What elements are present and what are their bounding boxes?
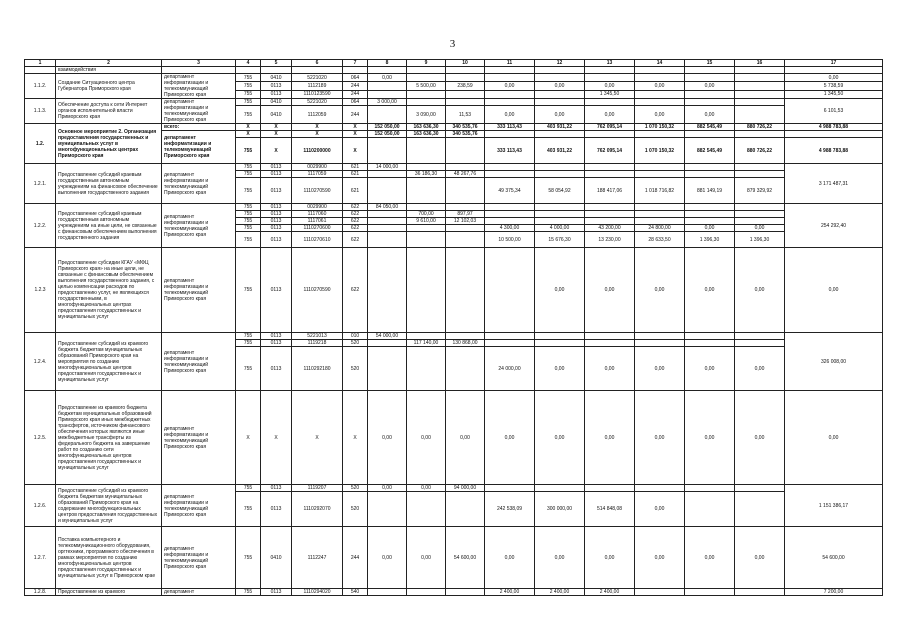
cell: 0113 <box>261 171 292 178</box>
cell: 11,53 <box>446 106 485 124</box>
cell: 622 <box>343 218 368 225</box>
header-cell: 4 <box>236 60 261 67</box>
cell: 0,00 <box>635 248 685 333</box>
cell: 333 113,43 <box>485 124 535 131</box>
cell: 5221020 <box>292 99 343 106</box>
cell: 0,00 <box>635 492 685 527</box>
cell: 755 <box>236 106 261 124</box>
cell: 755 <box>236 589 261 596</box>
cell: 5 500,00 <box>407 82 446 90</box>
cell: 0,00 <box>407 527 446 589</box>
executor: всего: <box>162 124 236 131</box>
activity-name: Поставка компьютерного и телекоммуникационного оборудования, оргтехники, программного обеспечения в рамках мероприятия по созданию многофункциональных центров предоставления государственных и муниципальных услуг в Приморском крае <box>56 527 162 589</box>
cell: 755 <box>236 485 261 492</box>
cell: 0113 <box>261 211 292 218</box>
cell: X <box>261 131 292 138</box>
cell: 622 <box>343 248 368 333</box>
cell: 0,00 <box>407 391 446 485</box>
cell: 0,00 <box>407 485 446 492</box>
cell: 54 600,00 <box>446 527 485 589</box>
cell: 755 <box>236 138 261 164</box>
cell: 755 <box>236 218 261 225</box>
cell: 621 <box>343 178 368 204</box>
cell: 755 <box>236 99 261 106</box>
cell: 755 <box>236 90 261 98</box>
cell: 54 000,00 <box>368 333 407 340</box>
header-cell: 16 <box>735 60 785 67</box>
cell: 0113 <box>261 164 292 171</box>
row-number: 1.2. <box>25 124 56 164</box>
cell: 0410 <box>261 74 292 82</box>
cell: 48 267,76 <box>446 171 485 178</box>
cell: 0,00 <box>685 391 735 485</box>
total-cell: 1 151 386,17 <box>785 485 883 527</box>
cell: 0113 <box>261 82 292 90</box>
cell: 15 676,30 <box>535 232 585 248</box>
cell: 1112059 <box>292 106 343 124</box>
cell: 1117060 <box>292 211 343 218</box>
table-row <box>25 164 883 171</box>
cell: 882 545,49 <box>685 138 735 164</box>
cell: 755 <box>236 347 261 391</box>
cell: взаимодействия <box>56 67 162 74</box>
cell: 5221013 <box>292 333 343 340</box>
cell: 0,00 <box>368 485 407 492</box>
header-row <box>25 60 883 67</box>
cell: 0,00 <box>785 74 883 82</box>
cell: 0,00 <box>785 391 883 485</box>
cell: 13 230,00 <box>585 232 635 248</box>
cell: 2 400,00 <box>485 589 535 596</box>
cell: 1 345,50 <box>585 90 635 98</box>
total-cell: 254 292,40 <box>785 204 883 248</box>
cell: 0,00 <box>485 82 535 90</box>
cell: 1110270590 <box>292 178 343 204</box>
activity-name: Предоставление субсидий краевым государственным автономным учреждениям на финансовое обеспечение выполнения государственного задания <box>56 164 162 204</box>
cell: 897,97 <box>446 211 485 218</box>
page-number: 3 <box>449 38 456 50</box>
cell: 403 931,22 <box>535 124 585 131</box>
cell: 880 726,22 <box>735 138 785 164</box>
cell: 0,00 <box>635 347 685 391</box>
table-row <box>25 74 883 82</box>
cell: 0,00 <box>635 82 685 90</box>
cell: 1112189 <box>292 82 343 90</box>
cell: 117 140,00 <box>407 340 446 347</box>
cell: 0,00 <box>685 225 735 232</box>
cell: 0113 <box>261 340 292 347</box>
cell: X <box>261 391 292 485</box>
executor: департамент <box>162 589 236 596</box>
cell: 244 <box>343 527 368 589</box>
cell: 0,00 <box>485 391 535 485</box>
row-number: 1.2.2. <box>25 204 56 248</box>
cell: 4 300,00 <box>485 225 535 232</box>
cell: 1 070 150,32 <box>635 124 685 131</box>
cell: 1110270600 <box>292 225 343 232</box>
cell: 1 070 150,32 <box>635 138 685 164</box>
cell: 1110292180 <box>292 347 343 391</box>
cell: 3 000,00 <box>368 99 407 106</box>
cell: 1 396,30 <box>685 232 735 248</box>
cell: 622 <box>343 204 368 211</box>
cell: 755 <box>236 492 261 527</box>
cell: 0,00 <box>735 248 785 333</box>
row-number: 1.2.3 <box>25 248 56 333</box>
cell: 0113 <box>261 90 292 98</box>
cell: 621 <box>343 171 368 178</box>
row-number: 1.2.5. <box>25 391 56 485</box>
header-cell: 2 <box>56 60 162 67</box>
cell: 2 400,00 <box>585 589 635 596</box>
cell: 540 <box>343 589 368 596</box>
cell: 762 095,14 <box>585 138 635 164</box>
cell: 0410 <box>261 106 292 124</box>
cell: 54 600,00 <box>785 527 883 589</box>
cell: 94 000,00 <box>446 485 485 492</box>
cell: 0,00 <box>535 347 585 391</box>
cell: 49 375,34 <box>485 178 535 204</box>
cell: 1110270610 <box>292 232 343 248</box>
cell: 0,00 <box>685 82 735 90</box>
activity-name: Обеспечение доступа к сети Интернет органов исполнительной власти Приморского края <box>56 99 162 124</box>
cell: 1119218 <box>292 340 343 347</box>
total-cell: 326 008,00 <box>785 333 883 391</box>
cell: 0,00 <box>735 225 785 232</box>
cell: X <box>236 391 261 485</box>
cell: 755 <box>236 164 261 171</box>
header-cell: 8 <box>368 60 407 67</box>
cell: 064 <box>343 99 368 106</box>
cell: 882 545,49 <box>685 124 735 131</box>
cell: 0,00 <box>585 347 635 391</box>
header-cell: 9 <box>407 60 446 67</box>
cell: 2 400,00 <box>535 589 585 596</box>
table-row <box>25 527 883 589</box>
cell: 879 329,92 <box>735 178 785 204</box>
cell: 5 738,59 <box>785 82 883 90</box>
executor: департамент информатизации и телекоммуникаций Приморского края <box>162 204 236 248</box>
cell: 0,00 <box>735 347 785 391</box>
cell: 0113 <box>261 204 292 211</box>
row-number: 1.2.1. <box>25 164 56 204</box>
cell: 880 726,22 <box>735 124 785 131</box>
activity-name: Предоставление субсидий краевым государственным автономным учреждениям на иные цели, не связанные с финансовым обеспечением выполнения государственного задания <box>56 204 162 248</box>
cell: X <box>343 131 368 138</box>
cell: 84 050,00 <box>368 204 407 211</box>
cell: 755 <box>236 74 261 82</box>
cell: X <box>261 124 292 131</box>
activity-name: Основное мероприятие 2. Организация предоставления государственных и муниципальных услуг в многофункциональных центрах Приморского края <box>56 124 162 164</box>
header-cell: 7 <box>343 60 368 67</box>
cell: 403 931,22 <box>535 138 585 164</box>
cell: 622 <box>343 225 368 232</box>
cell: 0,00 <box>635 527 685 589</box>
executor: департамент информатизации и телекоммуникаций Приморского края <box>162 527 236 589</box>
cell: X <box>292 391 343 485</box>
cell: X <box>261 138 292 164</box>
row-number: 1.2.4. <box>25 333 56 391</box>
cell: 0,00 <box>685 347 735 391</box>
cell: 755 <box>236 333 261 340</box>
cell: 1119207 <box>292 485 343 492</box>
cell: 755 <box>236 171 261 178</box>
cell: 0,00 <box>585 82 635 90</box>
cell: 1117061 <box>292 218 343 225</box>
cell: X <box>343 391 368 485</box>
row-number: 1.1.2. <box>25 74 56 99</box>
row-number: 1.2.6. <box>25 485 56 527</box>
activity-name: Предоставление субсидии КГАУ «МФЦ Приморского края» на иные цели, не связанные с финансовым обеспечением выполнения государственного задания, с целью компенсации расходов по предоставлению услуг, не являющихся государственными, в многофункциональных центрах предоставления государственных и муниципальных услуг <box>56 248 162 333</box>
cell: 152 050,00 <box>368 131 407 138</box>
cell: 0,00 <box>535 82 585 90</box>
header-cell: 15 <box>685 60 735 67</box>
cell: 0113 <box>261 347 292 391</box>
cell: 881 149,19 <box>685 178 735 204</box>
activity-name: Предоставление субсидий из краевого бюджета бюджетам муниципальных образований Приморского края на содержание многофункциональных центров предоставления государственных и муниципальных услуг <box>56 485 162 527</box>
cell: 0,00 <box>485 527 535 589</box>
cell: 0113 <box>261 333 292 340</box>
cell: 0,00 <box>635 391 685 485</box>
cell: 755 <box>236 248 261 333</box>
cell: X <box>236 124 261 131</box>
cell: 4 000,00 <box>535 225 585 232</box>
table-row <box>25 391 883 485</box>
cell: 0,00 <box>735 391 785 485</box>
header-cell: 10 <box>446 60 485 67</box>
header-cell: 12 <box>535 60 585 67</box>
activity-name: Предоставление из краевого <box>56 589 162 596</box>
cell: 12 102,03 <box>446 218 485 225</box>
cell: X <box>343 124 368 131</box>
executor: департамент информатизации и телекоммуникаций Приморского края <box>162 391 236 485</box>
cell: 621 <box>343 164 368 171</box>
cell: 28 633,50 <box>635 232 685 248</box>
table-row <box>25 485 883 492</box>
table-row <box>25 248 883 333</box>
cell: 755 <box>236 204 261 211</box>
header-cell: 3 <box>162 60 236 67</box>
cell: 130 868,00 <box>446 340 485 347</box>
executor: департамент информатизации и телекоммуникаций Приморского края <box>162 164 236 204</box>
cell: 0113 <box>261 248 292 333</box>
cell: 0113 <box>261 178 292 204</box>
cell: 0,00 <box>735 527 785 589</box>
cell: 242 538,09 <box>485 492 535 527</box>
executor: департамент информатизации и телекоммуникаций Приморского края <box>162 74 236 99</box>
cell: 3 090,00 <box>407 106 446 124</box>
cell: 1110292070 <box>292 492 343 527</box>
cell: 0,00 <box>585 248 635 333</box>
table-row <box>25 589 883 596</box>
cell: 755 <box>236 340 261 347</box>
executor: департамент информатизации и телекоммуникаций Приморского края <box>162 485 236 527</box>
cell: X <box>292 131 343 138</box>
cell: 1110123590 <box>292 90 343 98</box>
cell: 0,00 <box>685 527 735 589</box>
cell: 755 <box>236 211 261 218</box>
cell: 244 <box>343 106 368 124</box>
header-cell: 14 <box>635 60 685 67</box>
cell: 010 <box>343 333 368 340</box>
cell: 0113 <box>261 225 292 232</box>
cell: 0113 <box>261 485 292 492</box>
cell: 755 <box>236 232 261 248</box>
cell <box>162 67 236 74</box>
cell: 0,00 <box>535 106 585 124</box>
cell: 163 636,30 <box>407 124 446 131</box>
cell: 0,00 <box>585 527 635 589</box>
executor: департамент информатизации и телекоммуникаций Приморского края <box>162 333 236 391</box>
cell: 0029900 <box>292 204 343 211</box>
cell: 0113 <box>261 492 292 527</box>
cell: 163 636,30 <box>407 131 446 138</box>
cell: 0,00 <box>535 527 585 589</box>
row-number: 1.1.3. <box>25 99 56 124</box>
cell: 300 000,00 <box>535 492 585 527</box>
cell: 0,00 <box>485 106 535 124</box>
row-number: 1.2.7. <box>25 527 56 589</box>
cell: 36 186,30 <box>407 171 446 178</box>
cell: 762 095,14 <box>585 124 635 131</box>
cell: 24 000,00 <box>485 347 535 391</box>
cell: 1110294020 <box>292 589 343 596</box>
executor: департамент информатизации и телекоммуникаций Приморского края <box>162 131 236 164</box>
header-cell: 13 <box>585 60 635 67</box>
cell: 0,00 <box>685 248 735 333</box>
cell: 4 988 783,88 <box>785 138 883 164</box>
cell: 24 800,00 <box>635 225 685 232</box>
cell: 0,00 <box>785 248 883 333</box>
executor: департамент информатизации и телекоммуникаций Приморского края <box>162 99 236 124</box>
cell: 14 000,00 <box>368 164 407 171</box>
activity-name: Создание Ситуационного центра Губернатора Приморского края <box>56 74 162 99</box>
cell: 0113 <box>261 232 292 248</box>
cell: 0,00 <box>685 106 735 124</box>
cell: 1 396,30 <box>735 232 785 248</box>
cell: 755 <box>236 225 261 232</box>
cell: 514 848,08 <box>585 492 635 527</box>
cell: 064 <box>343 74 368 82</box>
cell: 622 <box>343 211 368 218</box>
cell: 1 345,50 <box>785 90 883 98</box>
cell: X <box>343 138 368 164</box>
cell: 520 <box>343 340 368 347</box>
cell: 244 <box>343 82 368 90</box>
cell: 1112247 <box>292 527 343 589</box>
cell: 152 050,00 <box>368 124 407 131</box>
cell <box>25 67 56 74</box>
cell: 4 988 783,88 <box>785 124 883 131</box>
budget-table <box>24 59 883 596</box>
cell: 340 535,76 <box>446 131 485 138</box>
activity-name: Предоставление из краевого бюджета бюджетам муниципальных образований Приморского края иных межбюджетных трансфертов, источником финансового обеспечения которых являются иные межбюджетные трансферты из федерального бюджета на завершение работ по созданию сети многофункциональных центров предоставления государственных и муниципальных услуг <box>56 391 162 485</box>
cell: 755 <box>236 82 261 90</box>
cell: 244 <box>343 90 368 98</box>
total-cell: 3 171 487,31 <box>785 164 883 204</box>
cell: 238,59 <box>446 82 485 90</box>
cell: 0,00 <box>368 527 407 589</box>
cell: 0,00 <box>446 391 485 485</box>
header-cell: 1 <box>25 60 56 67</box>
table-row <box>25 67 883 74</box>
cell: 1110270590 <box>292 248 343 333</box>
cell: 755 <box>236 178 261 204</box>
cell: 520 <box>343 492 368 527</box>
cell: X <box>292 124 343 131</box>
total-cell: 6 101,53 <box>785 99 883 124</box>
cell: 0,00 <box>535 391 585 485</box>
cell: 58 054,92 <box>535 178 585 204</box>
header-cell: 11 <box>485 60 535 67</box>
cell: 333 113,43 <box>485 138 535 164</box>
row-number: 1.2.8. <box>25 589 56 596</box>
cell: 1110200000 <box>292 138 343 164</box>
cell: 43 200,00 <box>585 225 635 232</box>
cell: 0,00 <box>368 391 407 485</box>
activity-name: Предоставление субсидий из краевого бюджета бюджетам муниципальных образований Приморского края на мероприятия по созданию многофункциональных центров предоставления государственных и муниципальных услуг <box>56 333 162 391</box>
table-row <box>25 333 883 340</box>
cell: 0113 <box>261 589 292 596</box>
cell: 0,00 <box>585 106 635 124</box>
cell: 622 <box>343 232 368 248</box>
cell: 9 610,00 <box>407 218 446 225</box>
cell: 1117059 <box>292 171 343 178</box>
header-cell: 6 <box>292 60 343 67</box>
cell: 700,00 <box>407 211 446 218</box>
cell: 7 200,00 <box>785 589 883 596</box>
table-row <box>25 204 883 211</box>
executor: департамент информатизации и телекоммуникаций Приморского края <box>162 248 236 333</box>
cell: 755 <box>236 527 261 589</box>
cell: 0029900 <box>292 164 343 171</box>
cell: 0,00 <box>535 248 585 333</box>
cell: 1 018 716,82 <box>635 178 685 204</box>
cell: 0410 <box>261 99 292 106</box>
header-cell: 5 <box>261 60 292 67</box>
cell: 0410 <box>261 527 292 589</box>
cell: X <box>236 131 261 138</box>
cell: 10 500,00 <box>485 232 535 248</box>
cell: 0113 <box>261 218 292 225</box>
cell: 0,00 <box>585 391 635 485</box>
table-row <box>25 99 883 106</box>
header-cell: 17 <box>785 60 883 67</box>
cell: 5221020 <box>292 74 343 82</box>
cell: 0,00 <box>368 74 407 82</box>
cell: 520 <box>343 485 368 492</box>
cell: 0,00 <box>635 106 685 124</box>
cell: 340 535,76 <box>446 124 485 131</box>
table-row <box>25 124 883 131</box>
cell: 188 417,06 <box>585 178 635 204</box>
cell: 520 <box>343 347 368 391</box>
